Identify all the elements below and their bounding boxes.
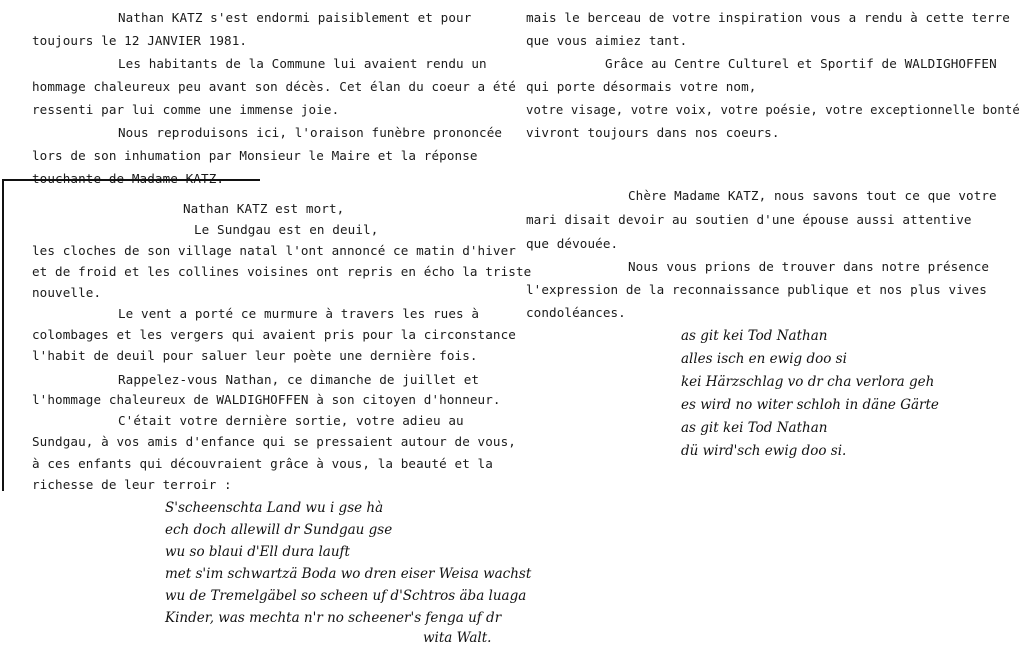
oraison-line: richesse de leur terroir : <box>32 477 232 492</box>
poem-line: es wird no witer schloh in däne Gärte <box>681 397 939 413</box>
oraison-line: les cloches de son village natal l'ont annoncé ce matin d'hiver <box>32 243 516 258</box>
reponse-line: Nous vous prions de trouver dans notre présence <box>628 259 990 274</box>
reponse-line: condoléances. <box>526 305 626 320</box>
frame-top-rule <box>2 179 260 181</box>
poem-line: kei Härzschlag vo dr cha verlora geh <box>681 374 935 390</box>
oraison-line: C'était votre dernière sortie, votre adieu au <box>118 413 464 428</box>
right-line: que vous aimiez tant. <box>526 33 688 48</box>
oraison-line: Rappelez-vous Nathan, ce dimanche de juillet et <box>118 372 480 387</box>
oraison-line: l'hommage chaleureux de WALDIGHOFFEN à son citoyen d'honneur. <box>32 392 501 407</box>
frame-left-rule <box>2 179 4 491</box>
oraison-line: Le Sundgau est en deuil, <box>194 222 379 237</box>
oraison-line: l'habit de deuil pour saluer leur poète une dernière fois. <box>32 348 478 363</box>
right-line: qui porte désormais votre nom, <box>526 79 757 94</box>
oraison-line: Sundgau, à vos amis d'enfance qui se pressaient autour de vous, <box>32 434 516 449</box>
poem-line: Kinder, was mechta n'r no scheener's fenga uf dr <box>165 610 502 626</box>
reponse-line: mari disait devoir au soutien d'une épouse aussi attentive <box>526 212 972 227</box>
intro-line: lors de son inhumation par Monsieur le Maire et la réponse <box>32 148 478 163</box>
intro-line: toujours le 12 JANVIER 1981. <box>32 33 248 48</box>
oraison-line: colombages et les vergers qui avaient pris pour la circonstance <box>32 327 516 342</box>
oraison-line: nouvelle. <box>32 285 102 300</box>
oraison-line: Nathan KATZ est mort, <box>183 201 345 216</box>
reponse-line: Chère Madame KATZ, nous savons tout ce que votre <box>628 188 997 203</box>
reponse-line: l'expression de la reconnaissance publique et nos plus vives <box>526 282 987 297</box>
reponse-line: que dévouée. <box>526 236 619 251</box>
intro-line: Nathan KATZ s'est endormi paisiblement et pour <box>118 10 472 25</box>
right-line: votre visage, votre voix, votre poésie, votre exceptionnelle bonté <box>526 102 1020 117</box>
poem-line: as git kei Tod Nathan <box>681 420 828 436</box>
intro-line: Les habitants de la Commune lui avaient rendu un <box>118 56 487 71</box>
poem-line: met s'im schwartzä Boda wo dren eiser Weisa wachst <box>165 566 532 582</box>
intro-line: ressenti par lui comme une immense joie. <box>32 102 340 117</box>
poem-line: wu so blaui d'Ell dura lauft <box>165 544 350 560</box>
right-line: vivront toujours dans nos coeurs. <box>526 125 780 140</box>
intro-line: hommage chaleureux peu avant son décès. Cet élan du coeur a été <box>32 79 516 94</box>
poem-line: dü wird'sch ewig doo si. <box>681 443 847 459</box>
poem-line: alles isch en ewig doo si <box>681 351 847 367</box>
oraison-line: et de froid et les collines voisines ont repris en écho la triste <box>32 264 532 279</box>
intro-line: Nous reproduisons ici, l'oraison funèbre prononcée <box>118 125 503 140</box>
right-line: mais le berceau de votre inspiration vous a rendu à cette terre <box>526 10 1010 25</box>
poem-line: as git kei Tod Nathan <box>681 328 828 344</box>
poem-line: wita Walt. <box>423 630 492 646</box>
poem-line: S'scheenschta Land wu i gse hà <box>165 500 384 516</box>
oraison-line: Le vent a porté ce murmure à travers les rues à <box>118 306 480 321</box>
right-line: Grâce au Centre Culturel et Sportif de WALDIGHOFFEN <box>605 56 997 71</box>
poem-line: ech doch allewill dr Sundgau gse <box>165 522 393 538</box>
oraison-line: à ces enfants qui découvraient grâce à vous, la beauté et la <box>32 456 493 471</box>
poem-line: wu de Tremelgäbel so scheen uf d'Schtros äba luaga <box>165 588 527 604</box>
